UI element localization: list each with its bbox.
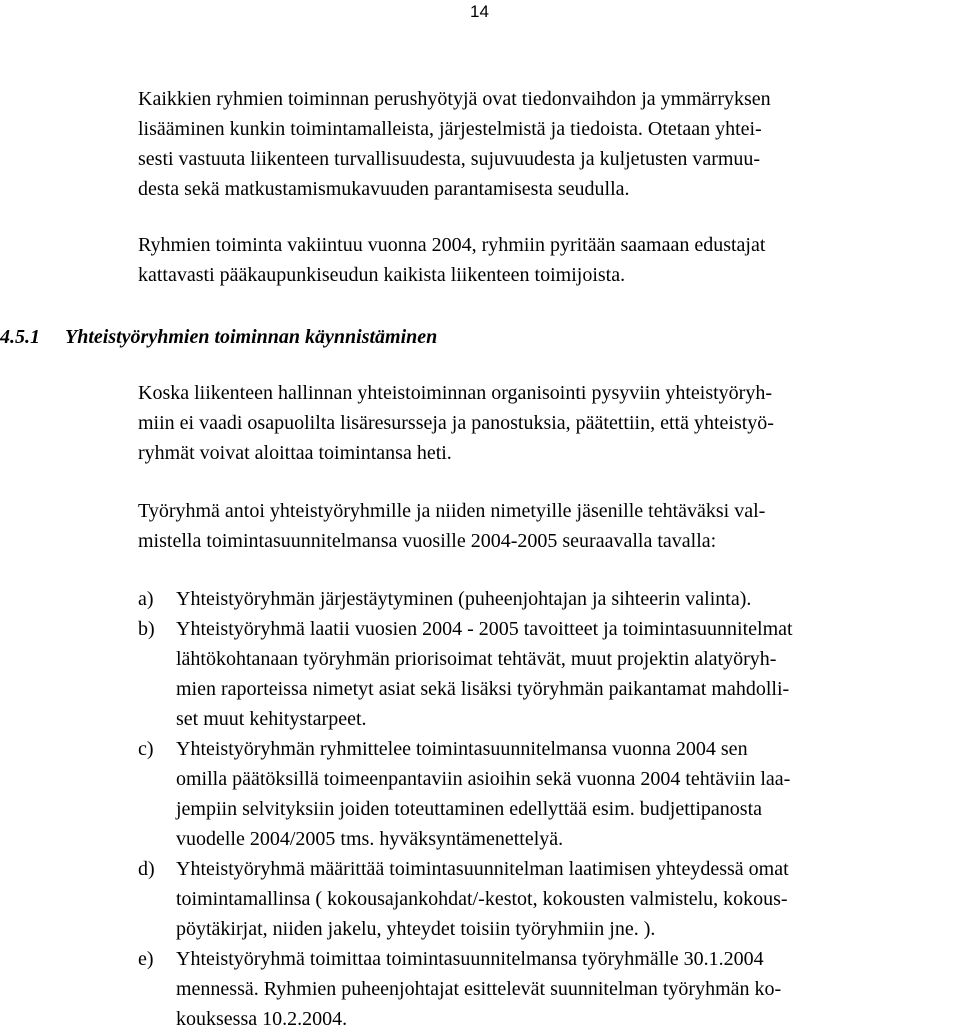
list-marker: c) xyxy=(138,738,154,760)
list-marker: b) xyxy=(138,618,155,640)
text-line: Kaikkien ryhmien toiminnan perushyötyjä ovat tiedonvaihdon ja ymmärryksen xyxy=(138,88,771,110)
text-line: mennessä. Ryhmien puheenjohtajat esittelevät suunnitelman työryhmän ko- xyxy=(176,978,782,1000)
text-line: omilla päätöksillä toimeenpantaviin asioihin sekä vuonna 2004 tehtäviin laa- xyxy=(176,768,791,790)
text-line: jempiin selvityksiin joiden toteuttaminen edellyttää esim. budjettipanosta xyxy=(176,798,762,820)
section-number: 4.5.1 xyxy=(0,326,40,348)
text-line: Yhteistyöryhmän ryhmittelee toimintasuunnitelmansa vuonna 2004 sen xyxy=(176,738,748,760)
list-marker: d) xyxy=(138,858,155,880)
text-line: desta sekä matkustamismukavuuden parantamisesta seudulla. xyxy=(138,178,630,200)
section-heading xyxy=(0,322,437,352)
text-line: Yhteistyöryhmä toimittaa toimintasuunnitelmansa työryhmälle 30.1.2004 xyxy=(176,948,764,970)
text-line: sesti vastuuta liikenteen turvallisuudesta, sujuvuudesta ja kuljetusten varmuu- xyxy=(138,148,761,170)
text-line: ryhmät voivat aloittaa toimintansa heti. xyxy=(138,442,452,464)
list-marker: e) xyxy=(138,948,154,970)
paragraph-organisation xyxy=(138,378,774,468)
text-line: lisääminen kunkin toimintamalleista, järjestelmistä ja tiedoista. Otetaan yhtei- xyxy=(138,118,762,140)
task-list xyxy=(138,584,793,1034)
text-line: Yhteistyöryhmä määrittää toimintasuunnitelman laatimisen yhteydessä omat xyxy=(176,858,789,880)
list-item xyxy=(138,584,793,614)
text-line: Työryhmä antoi yhteistyöryhmille ja niiden nimetyille jäsenille tehtäväksi val- xyxy=(138,500,766,522)
text-line: Ryhmien toiminta vakiintuu vuonna 2004, ryhmiin pyritään saamaan edustajat xyxy=(138,234,766,256)
text-line: lähtökohtanaan työryhmän priorisoimat tehtävät, muut projektin alatyöryh- xyxy=(176,648,777,670)
text-line: Yhteistyöryhmän järjestäytyminen (puheenjohtajan ja sihteerin valinta). xyxy=(176,588,752,610)
list-item xyxy=(138,944,793,1034)
paragraph-benefits xyxy=(138,84,771,204)
text-line: mien raporteissa nimetyt asiat sekä lisäksi työryhmän paikantamat mahdolli- xyxy=(176,678,790,700)
text-line: kouksessa 10.2.2004. xyxy=(176,1008,348,1030)
page-number: 14 xyxy=(470,2,489,21)
text-line: pöytäkirjat, niiden jakelu, yhteydet toisiin työryhmiin jne. ). xyxy=(176,918,656,940)
text-line: Yhteistyöryhmä laatii vuosien 2004 - 2005 tavoitteet ja toimintasuunnitelmat xyxy=(176,618,793,640)
list-item xyxy=(138,854,793,944)
text-line: miin ei vaadi osapuolilta lisäresursseja ja panostuksia, päätettiin, että yhteistyö- xyxy=(138,412,774,434)
section-title: Yhteistyöryhmien toiminnan käynnistäminen xyxy=(65,326,438,348)
list-item xyxy=(138,734,793,854)
text-line: Koska liikenteen hallinnan yhteistoiminnan organisointi pysyviin yhteistyöryh- xyxy=(138,382,772,404)
text-line: vuodelle 2004/2005 tms. hyväksyntämenettelyä. xyxy=(176,828,564,850)
paragraph-establishment xyxy=(138,230,765,290)
list-item xyxy=(138,614,793,734)
text-line: toimintamallinsa ( kokousajankohdat/-kestot, kokousten valmistelu, kokous- xyxy=(176,888,788,910)
list-marker: a) xyxy=(138,588,154,610)
text-line: set muut kehitystarpeet. xyxy=(176,708,367,730)
paragraph-assignment xyxy=(138,496,765,556)
text-line: kattavasti pääkaupunkiseudun kaikista liikenteen toimijoista. xyxy=(138,264,626,286)
text-line: mistella toimintasuunnitelmansa vuosille 2004-2005 seuraavalla tavalla: xyxy=(138,530,717,552)
